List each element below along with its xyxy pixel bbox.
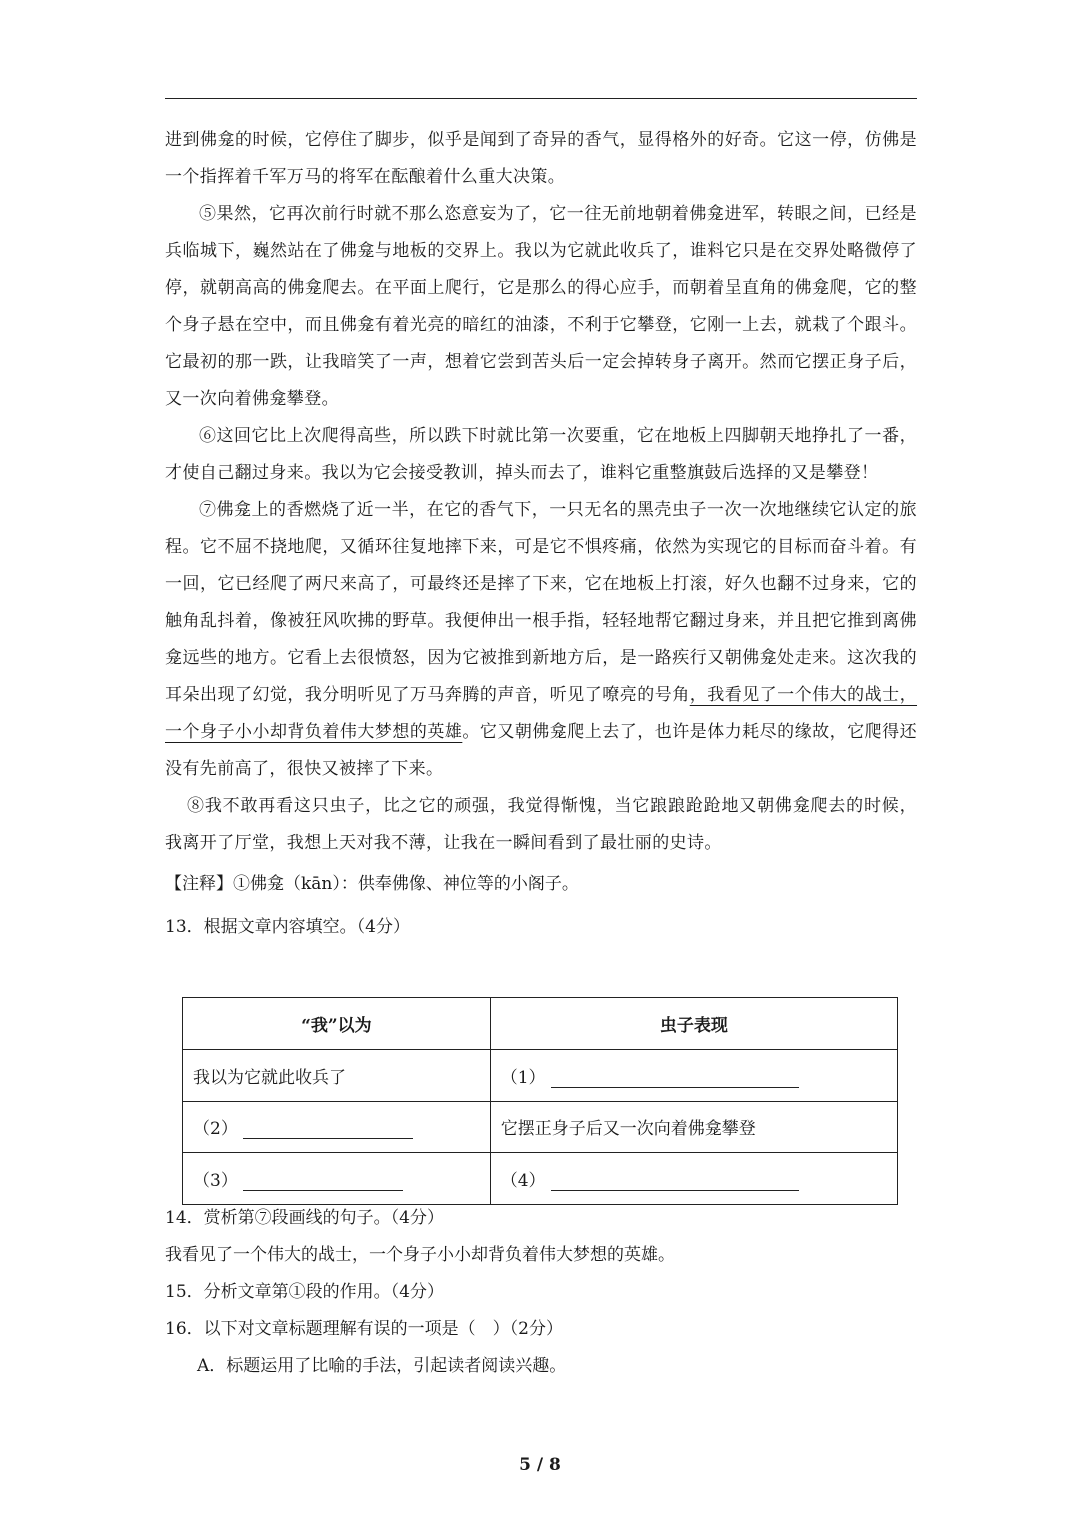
paragraph-4-continued: 进到佛龛的时候，它停住了脚步，似乎是闻到了奇异的香气，显得格外的好奇。它这一停，仿佛是一个指挥着千军万马的将军在酝酿着什么重大决策。 bbox=[165, 130, 917, 187]
table-cell bbox=[490, 1049, 897, 1101]
blank-label: （2） bbox=[193, 1119, 238, 1140]
answer-blank-4[interactable] bbox=[551, 1168, 799, 1191]
questions-section bbox=[165, 1200, 917, 1385]
page-number: 5 / 8 bbox=[519, 1455, 561, 1475]
blank-label: （3） bbox=[193, 1171, 238, 1192]
paragraph-7-text-before: ⑦佛龛上的香燃烧了近一半，在它的香气下，一只无名的黑壳虫子一次一次地继续它认定的旅程。它不屈不挠地爬，又循环往复地摔下来，可是它不惧疼痛，依然为实现它的目标而奋斗着。有一回，它已经爬了两尺来高了，可最终还是摔了下来，它在地板上打滚，好久也翻不过身来，它的触角乱抖着，像被狂风吹拂的野草。我便伸出一根手指，轻轻地帮它翻过身来，并且把它推到离佛龛远些的地方。它看上去很愤怒，因为它被推到新地方后，是一路疾行又朝佛龛处走来。这次我的耳朵出现了幻觉，我分明听见了万马奔腾的声音，听见了嘹亮的号角 bbox=[165, 500, 917, 705]
question-15: 15．分析文章第①段的作用。（4分） bbox=[165, 1282, 444, 1302]
table-cell bbox=[183, 1153, 491, 1205]
annotation-note: 【注释】①佛龛（kān）：供奉佛像、神位等的小阁子。 bbox=[165, 874, 579, 894]
paragraph-8: ⑧我不敢再看这只虫子，比之它的顽强，我觉得惭愧，当它踉踉跄跄地又朝佛龛爬去的时候，我离开了厅堂，我想上天对我不薄，让我在一瞬间看到了最壮丽的史诗。 bbox=[165, 796, 917, 853]
table-cell bbox=[490, 1101, 897, 1153]
table-row bbox=[183, 1101, 898, 1153]
answer-blank-2[interactable] bbox=[243, 1116, 413, 1139]
answer-blank-3[interactable] bbox=[243, 1168, 403, 1191]
answer-blank-1[interactable] bbox=[551, 1065, 799, 1088]
table-cell bbox=[490, 1153, 897, 1205]
blank-label: （1） bbox=[500, 1067, 546, 1088]
table-cell bbox=[183, 1101, 491, 1153]
paragraph-7 bbox=[165, 492, 917, 788]
table-header-cell: 虫子表现 bbox=[490, 998, 897, 1050]
question-16: 16．以下对文章标题理解有误的一项是（ ）（2分） bbox=[165, 1319, 563, 1339]
blank-label: （4） bbox=[500, 1171, 546, 1192]
cell-text: 我以为它就此收兵了 bbox=[193, 1067, 346, 1088]
header-rule bbox=[165, 98, 917, 99]
question-16-option-a: A．标题运用了比喻的手法，引起读者阅读兴趣。 bbox=[197, 1356, 567, 1376]
fill-in-table bbox=[182, 997, 898, 1205]
article-body bbox=[165, 122, 917, 946]
table-header-row bbox=[183, 998, 898, 1050]
table-header-cell: “我”以为 bbox=[183, 998, 491, 1050]
paragraph-6: ⑥这回它比上次爬得高些，所以跌下时就比第一次要重，它在地板上四脚朝天地挣扎了一番，才使自己翻过身来。我以为它会接受教训，掉头而去了，谁料它重整旗鼓后选择的又是攀登！ bbox=[165, 426, 917, 483]
question-14: 14．赏析第⑦段画线的句子。（4分） bbox=[165, 1208, 444, 1228]
paragraph-5: ⑤果然，它再次前行时就不那么恣意妄为了，它一往无前地朝着佛龛进军，转眼之间，已经是兵临城下，巍然站在了佛龛与地板的交界上。我以为它就此收兵了，谁料它只是在交界处略微停了停，就朝高高的佛龛爬去。在平面上爬行，它是那么的得心应手，而朝着呈直角的佛龛爬，它的整个身子悬在空中，而且佛龛有着光亮的暗红的油漆，不利于它攀登，它刚一上去，就栽了个跟斗。它最初的那一跌，让我暗笑了一声，想着它尝到苦头后一定会掉转身子离开。然而它摆正身子后，又一次向着佛龛攀登。 bbox=[165, 204, 917, 409]
underlined-sentence: ，我看见了一个伟大的战士，一个身子小小却背负着伟大梦想的英雄 bbox=[165, 685, 918, 742]
paragraph-7-text-after: 。它又朝佛龛爬上去了，也许是体力耗尽的缘故，它爬得还没有先前高了，很快又被摔了下来。 bbox=[165, 722, 917, 779]
table-row bbox=[183, 1153, 898, 1205]
table-cell bbox=[183, 1049, 491, 1101]
cell-text: 它摆正身子后又一次向着佛龛攀登 bbox=[500, 1119, 756, 1140]
question-13: 13．根据文章内容填空。（4分） bbox=[165, 917, 410, 937]
question-14-sentence: 我看见了一个伟大的战士，一个身子小小却背负着伟大梦想的英雄。 bbox=[165, 1245, 675, 1265]
table-row bbox=[183, 1049, 898, 1101]
